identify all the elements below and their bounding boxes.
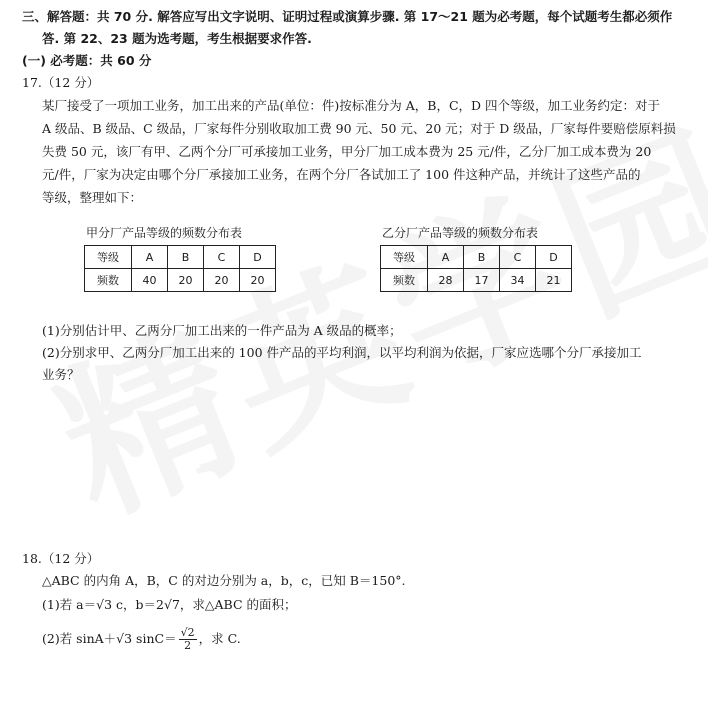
- table-cell: 频数: [85, 269, 132, 292]
- q17-stem-line: 某厂接受了一项加工业务，加工出来的产品(单位：件)按标准分为 A，B，C，D 四个等级，加工业务约定：对于: [42, 98, 661, 113]
- table-cell: 等级: [381, 246, 428, 269]
- q17-sub2-line1: (2)分别求甲、乙两分厂加工出来的 100 件产品的平均利润，以平均利润为依据，厂家应选哪个分厂承接加工: [42, 345, 642, 360]
- table-cell: A: [428, 246, 464, 269]
- table-cell: 频数: [381, 269, 428, 292]
- table-cell: C: [204, 246, 240, 269]
- table-jia-caption: 甲分厂产品等级的频数分布表: [86, 226, 243, 240]
- section-instruction-line2: 答. 第 22、23 题为选考题，考生根据要求作答.: [42, 31, 312, 46]
- table-cell: 28: [428, 269, 464, 292]
- table-cell: 17: [464, 269, 500, 292]
- table-cell: 34: [500, 269, 536, 292]
- table-cell: A: [132, 246, 168, 269]
- section-instruction-line1: 三、解答题：共 70 分. 解答应写出文字说明、证明过程或演算步骤. 第 17～21 题为必考题，每个试题考生都必须作: [22, 9, 673, 24]
- q17-stem-line: 失费 50 元，该厂有甲、乙两个分厂可承接加工业务，甲分厂加工成本费为 25 元/件，乙分厂加工成本费为 20: [42, 144, 652, 159]
- table-row: [381, 246, 572, 269]
- q17-number: 17.（12 分）: [22, 75, 100, 90]
- table-jia: [84, 245, 276, 292]
- table-cell: B: [464, 246, 500, 269]
- q18-number: 18.（12 分）: [22, 551, 100, 566]
- table-cell: D: [536, 246, 572, 269]
- q18-sub2-prefix: (2)若 sinA＋√3 sinC＝: [42, 631, 177, 646]
- table-cell: 20: [240, 269, 276, 292]
- table-row: [85, 269, 276, 292]
- table-yi: [380, 245, 572, 292]
- required-section-heading: (一) 必考题：共 60 分: [22, 53, 152, 68]
- table-cell: 20: [204, 269, 240, 292]
- q17-sub2-line2: 业务？: [42, 367, 80, 382]
- fraction-numerator: √2: [180, 626, 195, 639]
- q17-stem-line: A 级品、B 级品、C 级品，厂家每件分别收取加工费 90 元、50 元、20 元；对于 D 级品，厂家每件要赔偿原料损: [42, 121, 676, 136]
- table-yi-caption: 乙分厂产品等级的频数分布表: [382, 226, 539, 240]
- table-cell: C: [500, 246, 536, 269]
- fraction: [179, 627, 197, 652]
- q18-sub2-suffix: ，求 C.: [198, 631, 241, 646]
- table-cell: 40: [132, 269, 168, 292]
- table-row: [381, 269, 572, 292]
- table-cell: B: [168, 246, 204, 269]
- q18-sub1: (1)若 a＝√3 c，b＝2√7，求△ABC 的面积；: [42, 597, 297, 612]
- table-cell: 21: [536, 269, 572, 292]
- table-row: [85, 246, 276, 269]
- fraction-denominator: 2: [184, 639, 192, 652]
- table-cell: D: [240, 246, 276, 269]
- q17-stem-line: 元/件，厂家为决定由哪个分厂承接加工业务，在两个分厂各试加工了 100 件这种产品，并统计了这些产品的: [42, 167, 641, 182]
- q18-stem: △ABC 的内角 A，B，C 的对边分别为 a，b，c，已知 B＝150°.: [42, 573, 406, 588]
- q18-sub2: [42, 626, 241, 652]
- q17-stem: [42, 94, 694, 209]
- table-cell: 等级: [85, 246, 132, 269]
- table-cell: 20: [168, 269, 204, 292]
- q17-stem-line: 等级，整理如下：: [42, 190, 143, 205]
- q17-sub1: (1)分别估计甲、乙两分厂加工出来的一件产品为 A 级品的概率；: [42, 323, 402, 338]
